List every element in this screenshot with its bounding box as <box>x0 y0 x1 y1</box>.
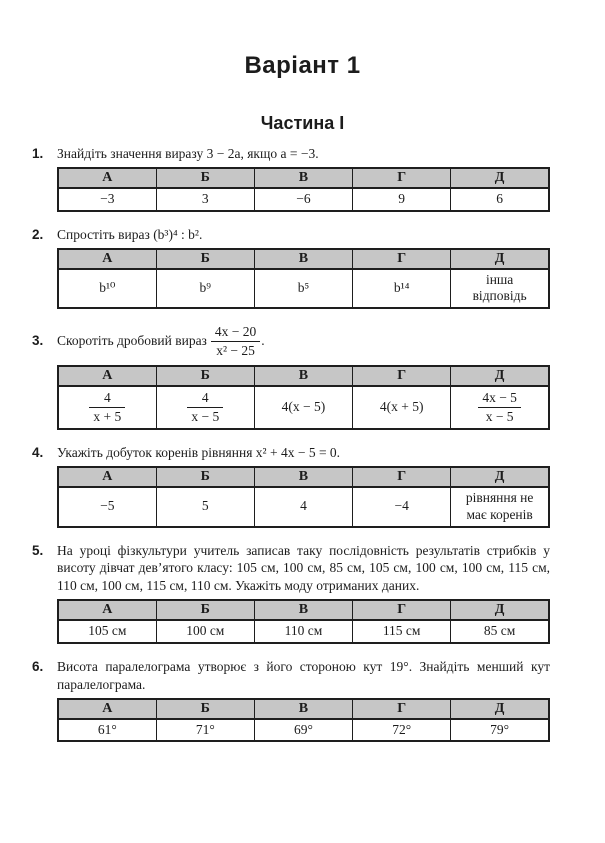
option-letter-g: Г <box>353 366 451 386</box>
option-letter-a: А <box>58 600 156 620</box>
option-letter-b: Б <box>156 249 254 269</box>
option-letter-a: А <box>58 249 156 269</box>
option-value-v: 110 см <box>254 620 352 643</box>
option-value-a: −3 <box>58 188 156 211</box>
option-value-g: 4(x + 5) <box>353 386 451 429</box>
question-3-text-after: . <box>261 333 265 349</box>
option-value-b: 3 <box>156 188 254 211</box>
fraction-numerator: 4x − 20 <box>211 324 260 342</box>
option-letter-g: Г <box>353 600 451 620</box>
question-4-answer-table <box>57 466 550 528</box>
option-value-v: 69° <box>254 719 352 742</box>
option-letter-d: Д <box>451 467 549 487</box>
option-letter-v: В <box>254 249 352 269</box>
fraction-numerator: 4x − 5 <box>478 390 521 408</box>
option-letter-d: Д <box>451 699 549 719</box>
option-value-b: 100 см <box>156 620 254 643</box>
option-value-b: 5 <box>156 487 254 527</box>
option-letter-a: А <box>58 467 156 487</box>
page-title: Варіант 1 <box>244 52 361 79</box>
answer-value-row <box>58 269 549 309</box>
option-letter-v: В <box>254 699 352 719</box>
question-6-head <box>32 658 550 694</box>
question-2-text: Спростіть вираз (b³)⁴ : b². <box>57 226 203 242</box>
option-letter-a: А <box>58 699 156 719</box>
option-value-v: 4(x − 5) <box>254 386 352 429</box>
question-5-number: 5. <box>32 542 44 558</box>
option-value-b <box>156 386 254 429</box>
fraction <box>478 390 521 425</box>
option-value-a: b¹⁰ <box>58 269 156 309</box>
option-value-d: 85 см <box>451 620 549 643</box>
question-5-answer-table <box>57 599 550 644</box>
option-value-g: 115 см <box>353 620 451 643</box>
answer-value-row <box>58 188 549 211</box>
answer-value-row <box>58 386 549 429</box>
question-4 <box>32 444 550 528</box>
option-value-a: 61° <box>58 719 156 742</box>
part-title: Частина I <box>260 113 345 133</box>
option-letter-g: Г <box>353 467 451 487</box>
question-2 <box>32 226 550 310</box>
fraction-numerator: 4 <box>89 390 125 408</box>
question-3-text <box>57 323 550 360</box>
option-letter-b: Б <box>156 168 254 188</box>
question-2-head <box>32 226 550 244</box>
fraction-numerator: 4 <box>187 390 223 408</box>
question-4-head <box>32 444 550 462</box>
option-value-b: b⁹ <box>156 269 254 309</box>
option-value-g: 72° <box>353 719 451 742</box>
question-5-text: На уроці фізкультури учитель записав таку послідовність результатів стрибків у висоту дівчат дев’ятого класу: 105 см, 100 см, 85 см, 105 см, 100 см, 100 см, 115 см, 110 см, 100 см, 115 см, 110 см. Укажіть моду отриманих даних. <box>57 542 550 594</box>
fraction-denominator: x² − 25 <box>216 343 255 359</box>
answer-header-row <box>58 249 549 269</box>
answer-value-row <box>58 719 549 742</box>
option-letter-g: Г <box>353 249 451 269</box>
option-letter-d: Д <box>451 600 549 620</box>
fraction <box>89 390 125 425</box>
answer-value-row <box>58 487 549 527</box>
answer-header-row <box>58 168 549 188</box>
question-3 <box>32 323 550 430</box>
question-3-answer-table <box>57 365 550 430</box>
option-value-a: 105 см <box>58 620 156 643</box>
fraction-denominator: x + 5 <box>93 408 122 424</box>
option-value-v: 4 <box>254 487 352 527</box>
fraction-denominator: x − 5 <box>485 408 514 424</box>
question-2-number: 2. <box>32 226 44 242</box>
option-letter-a: А <box>58 168 156 188</box>
option-value-g: b¹⁴ <box>353 269 451 309</box>
question-4-number: 4. <box>32 445 44 460</box>
option-value-g: −4 <box>353 487 451 527</box>
question-1 <box>32 145 550 212</box>
fraction <box>187 390 223 425</box>
answer-value-row <box>58 620 549 643</box>
question-3-head <box>32 323 550 360</box>
question-6 <box>32 658 550 743</box>
option-letter-b: Б <box>156 699 254 719</box>
question-6-answer-table <box>57 698 550 743</box>
option-letter-v: В <box>254 467 352 487</box>
fraction-denominator: x − 5 <box>191 408 220 424</box>
answer-header-row <box>58 467 549 487</box>
option-value-v: b⁵ <box>254 269 352 309</box>
option-letter-b: Б <box>156 600 254 620</box>
question-3-fraction <box>211 324 260 359</box>
question-2-answer-table <box>57 248 550 310</box>
option-letter-b: Б <box>156 366 254 386</box>
option-value-v: −6 <box>254 188 352 211</box>
option-letter-g: Г <box>353 168 451 188</box>
option-letter-v: В <box>254 600 352 620</box>
option-letter-g: Г <box>353 699 451 719</box>
option-letter-a: А <box>58 366 156 386</box>
question-3-text-before: Скоротіть дробовий вираз <box>57 333 207 349</box>
question-6-text: Висота паралелограма утворює з його стороною кут 19°. Знайдіть менший кут паралелограма. <box>57 658 550 692</box>
option-value-a: −5 <box>58 487 156 527</box>
option-letter-v: В <box>254 168 352 188</box>
option-value-g: 9 <box>353 188 451 211</box>
option-value-d: 6 <box>451 188 549 211</box>
option-letter-b: Б <box>156 467 254 487</box>
option-value-d <box>451 386 549 429</box>
option-value-d: 79° <box>451 719 549 742</box>
question-1-number: 1. <box>32 146 44 161</box>
question-1-head <box>32 145 550 163</box>
question-1-answer-table <box>57 167 550 212</box>
question-3-number: 3. <box>32 333 44 349</box>
answer-header-row <box>58 600 549 620</box>
option-letter-d: Д <box>451 168 549 188</box>
question-6-number: 6. <box>32 658 44 674</box>
question-5-head <box>32 542 550 595</box>
option-letter-v: В <box>254 366 352 386</box>
option-value-d: інша відповідь <box>451 269 549 309</box>
option-letter-d: Д <box>451 249 549 269</box>
question-4-text: Укажіть добуток коренів рівняння x² + 4x − 5 = 0. <box>57 445 341 460</box>
option-letter-d: Д <box>451 366 549 386</box>
option-value-b: 71° <box>156 719 254 742</box>
answer-header-row <box>58 699 549 719</box>
option-value-d: рівняння не має коренів <box>451 487 549 527</box>
answer-header-row <box>58 366 549 386</box>
question-5 <box>32 542 550 644</box>
option-value-a <box>58 386 156 429</box>
question-1-text: Знайдіть значення виразу 3 − 2a, якщо a = −3. <box>57 146 319 161</box>
